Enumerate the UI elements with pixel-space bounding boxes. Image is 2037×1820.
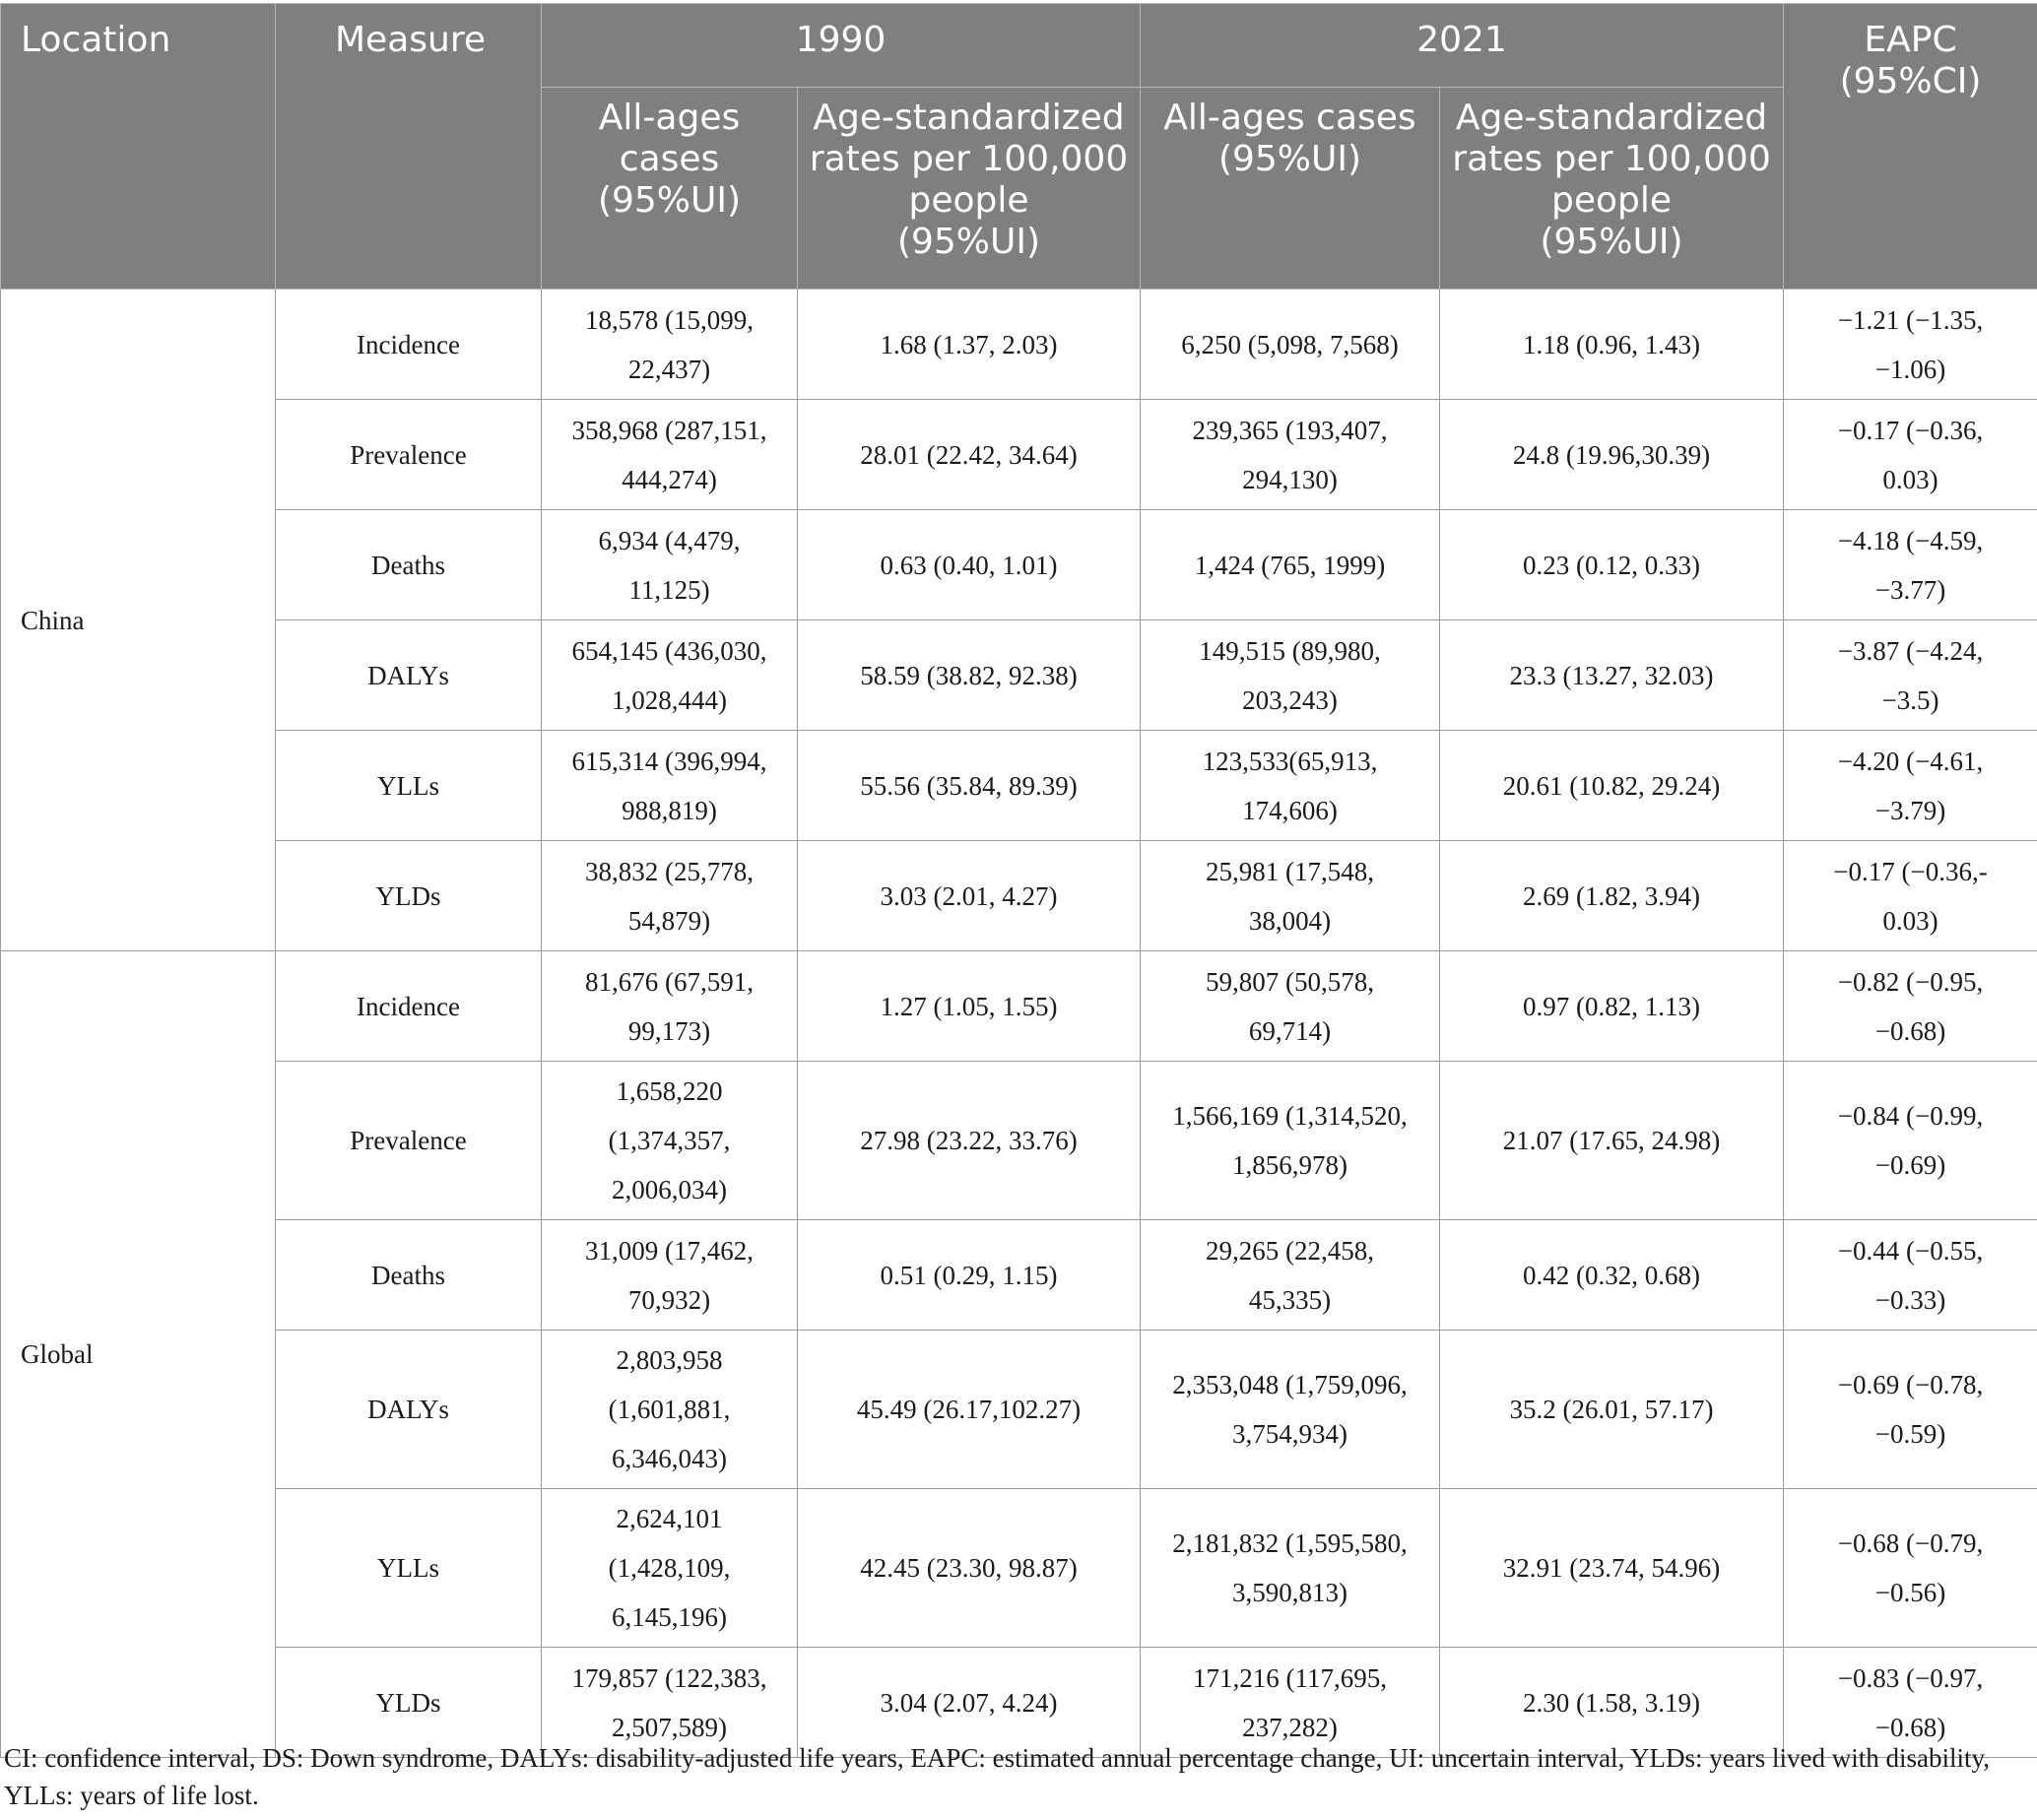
asr-1990-cell bbox=[798, 1331, 1141, 1489]
cell-line: 3.04 (2.07, 4.24) bbox=[880, 1687, 1058, 1718]
cell-line: 59,807 (50,578, bbox=[1206, 966, 1374, 997]
cell-line: 179,857 (122,383, bbox=[571, 1662, 767, 1693]
header-location: Location bbox=[1, 4, 276, 290]
cell-line: 35.2 (26.01, 57.17) bbox=[1509, 1395, 1714, 1424]
cell-line: −3.79) bbox=[1874, 795, 1946, 825]
cell-line: −0.68 (−0.79, bbox=[1837, 1528, 1984, 1558]
cell-line: 28.01 (22.42, 34.64) bbox=[860, 439, 1078, 470]
cell-line: 2,624,101 bbox=[616, 1504, 723, 1533]
cell-line: (1,428,109, bbox=[608, 1553, 731, 1583]
table-row bbox=[1, 1220, 2037, 1331]
cell-line: −0.56) bbox=[1874, 1578, 1946, 1607]
burden-table bbox=[0, 3, 2037, 1758]
table-row bbox=[1, 731, 2037, 841]
cell-line: 6,250 (5,098, 7,568) bbox=[1181, 329, 1399, 359]
measure-cell: YLDs bbox=[276, 841, 542, 951]
header-line: people bbox=[908, 180, 1029, 221]
data-table-container bbox=[0, 3, 2037, 1758]
cell-line: 149,515 (89,980, bbox=[1199, 635, 1381, 666]
header-line: All-ages bbox=[598, 98, 741, 138]
cell-line: 31,009 (17,462, bbox=[585, 1235, 754, 1266]
cell-line: −1.21 (−1.35, bbox=[1837, 304, 1984, 335]
cell-line: 0.63 (0.40, 1.01) bbox=[880, 550, 1058, 580]
all-ages-1990-cell bbox=[542, 620, 798, 731]
header-line: EAPC bbox=[1864, 20, 1957, 60]
header-line: cases bbox=[619, 139, 720, 179]
eapc-cell bbox=[1784, 290, 2037, 400]
table-row bbox=[1, 510, 2037, 620]
header-line: (95%UI) bbox=[896, 222, 1041, 262]
asr-1990-cell bbox=[798, 1062, 1141, 1220]
cell-line: −3.77) bbox=[1874, 574, 1946, 605]
asr-1990-cell bbox=[798, 400, 1141, 510]
all-ages-2021-cell bbox=[1141, 290, 1440, 400]
cell-line: 45.49 (26.17,102.27) bbox=[856, 1395, 1082, 1424]
asr-2021-cell bbox=[1440, 510, 1784, 620]
measure-cell: Incidence bbox=[276, 951, 542, 1062]
measure-cell: DALYs bbox=[276, 1331, 542, 1489]
eapc-cell bbox=[1784, 841, 2037, 951]
table-body bbox=[1, 290, 2037, 1758]
cell-line: 988,819) bbox=[622, 795, 717, 825]
cell-line: −0.69) bbox=[1874, 1150, 1946, 1180]
cell-line: 0.23 (0.12, 0.33) bbox=[1523, 550, 1700, 580]
cell-line: −0.82 (−0.95, bbox=[1837, 966, 1984, 997]
all-ages-1990-cell bbox=[542, 951, 798, 1062]
cell-line: 55.56 (35.84, 89.39) bbox=[860, 770, 1078, 801]
location-cell: China bbox=[1, 290, 276, 951]
cell-line: 21.07 (17.65, 24.98) bbox=[1502, 1126, 1721, 1155]
measure-cell: YLLs bbox=[276, 1489, 542, 1648]
cell-line: 2,181,832 (1,595,580, bbox=[1172, 1528, 1408, 1558]
cell-line: 2,353,048 (1,759,096, bbox=[1172, 1370, 1408, 1399]
table-row bbox=[1, 1331, 2037, 1489]
header-line: (95%UI) bbox=[1540, 222, 1683, 262]
cell-line: 0.42 (0.32, 0.68) bbox=[1523, 1260, 1700, 1290]
cell-line: −4.18 (−4.59, bbox=[1837, 525, 1984, 555]
cell-line: 3.03 (2.01, 4.27) bbox=[880, 880, 1058, 911]
cell-line: 444,274) bbox=[622, 464, 717, 494]
asr-1990-cell bbox=[798, 841, 1141, 951]
measure-cell: Deaths bbox=[276, 510, 542, 620]
cell-line: 1.18 (0.96, 1.43) bbox=[1523, 329, 1700, 359]
cell-line: 2.69 (1.82, 3.94) bbox=[1523, 880, 1700, 911]
header-year-1990: 1990 bbox=[542, 4, 1141, 88]
all-ages-1990-cell bbox=[542, 1220, 798, 1331]
measure-cell: YLDs bbox=[276, 1648, 542, 1758]
measure-cell: DALYs bbox=[276, 620, 542, 731]
all-ages-1990-cell bbox=[542, 1331, 798, 1489]
table-row bbox=[1, 290, 2037, 400]
header-asr-1990 bbox=[798, 88, 1141, 290]
header-eapc bbox=[1784, 4, 2037, 290]
cell-line: 38,004) bbox=[1248, 905, 1332, 936]
cell-line: 0.03) bbox=[1882, 464, 1938, 494]
cell-line: 615,314 (396,994, bbox=[571, 746, 767, 776]
all-ages-2021-cell bbox=[1141, 1489, 1440, 1648]
cell-line: 54,879) bbox=[627, 905, 711, 936]
table-header bbox=[1, 4, 2037, 290]
cell-line: 239,365 (193,407, bbox=[1192, 415, 1388, 445]
asr-1990-cell bbox=[798, 290, 1141, 400]
all-ages-2021-cell bbox=[1141, 841, 1440, 951]
table-footnote: CI: confidence interval, DS: Down syndrome, DALYs: disability-adjusted life years, EAPC: estimated annual percentage change, UI: uncertain interval, YLDs: years lived with disability, YLLs: years of life lost. bbox=[4, 1743, 1991, 1810]
cell-line: 58.59 (38.82, 92.38) bbox=[860, 660, 1078, 690]
cell-line: 6,934 (4,479, bbox=[598, 525, 741, 555]
header-line: (95%CI) bbox=[1839, 61, 1982, 101]
all-ages-2021-cell bbox=[1141, 1331, 1440, 1489]
cell-line: 1,028,444) bbox=[612, 684, 727, 715]
table-row bbox=[1, 1489, 2037, 1648]
asr-1990-cell bbox=[798, 510, 1141, 620]
cell-line: 99,173) bbox=[627, 1015, 711, 1046]
cell-line: 237,282) bbox=[1242, 1712, 1338, 1742]
cell-line: 171,216 (117,695, bbox=[1193, 1662, 1387, 1693]
all-ages-1990-cell bbox=[542, 841, 798, 951]
all-ages-1990-cell bbox=[542, 1062, 798, 1220]
header-line: All-ages cases bbox=[1163, 98, 1416, 138]
cell-line: −0.84 (−0.99, bbox=[1837, 1101, 1984, 1131]
eapc-cell bbox=[1784, 731, 2037, 841]
cell-line: 69,714) bbox=[1248, 1015, 1332, 1046]
eapc-cell bbox=[1784, 1331, 2037, 1489]
cell-line: 27.98 (23.22, 33.76) bbox=[860, 1126, 1078, 1155]
measure-cell: Prevalence bbox=[276, 400, 542, 510]
cell-line: 0.97 (0.82, 1.13) bbox=[1523, 991, 1700, 1021]
cell-line: 2,803,958 bbox=[616, 1345, 723, 1375]
cell-line: −3.87 (−4.24, bbox=[1837, 635, 1984, 666]
header-line: Age-standardized bbox=[1455, 98, 1768, 138]
cell-line: 45,335) bbox=[1248, 1284, 1332, 1315]
all-ages-2021-cell bbox=[1141, 400, 1440, 510]
measure-cell: YLLs bbox=[276, 731, 542, 841]
header-line: rates per 100,000 bbox=[1452, 139, 1771, 179]
cell-line: −0.33) bbox=[1874, 1284, 1946, 1315]
cell-line: 22,437) bbox=[627, 354, 711, 384]
cell-line: 11,125) bbox=[628, 574, 710, 605]
all-ages-1990-cell bbox=[542, 731, 798, 841]
header-line: (95%UI) bbox=[1217, 139, 1362, 179]
cell-line: −0.17 (−0.36,- bbox=[1833, 856, 1988, 886]
asr-2021-cell bbox=[1440, 1220, 1784, 1331]
cell-line: 18,578 (15,099, bbox=[585, 304, 754, 335]
cell-line: 654,145 (436,030, bbox=[571, 635, 767, 666]
table-row bbox=[1, 951, 2037, 1062]
cell-line: 6,346,043) bbox=[612, 1444, 727, 1473]
cell-line: 81,676 (67,591, bbox=[585, 966, 754, 997]
all-ages-1990-cell bbox=[542, 290, 798, 400]
cell-line: 38,832 (25,778, bbox=[585, 856, 754, 886]
asr-1990-cell bbox=[798, 1489, 1141, 1648]
cell-line: 70,932) bbox=[627, 1284, 711, 1315]
cell-line: 1,566,169 (1,314,520, bbox=[1172, 1101, 1408, 1131]
cell-line: 23.3 (13.27, 32.03) bbox=[1509, 660, 1714, 690]
cell-line: 123,533(65,913, bbox=[1202, 746, 1378, 776]
cell-line: 0.51 (0.29, 1.15) bbox=[880, 1260, 1058, 1290]
cell-line: (1,601,881, bbox=[608, 1395, 731, 1424]
cell-line: 203,243) bbox=[1242, 684, 1338, 715]
cell-line: −0.44 (−0.55, bbox=[1837, 1235, 1984, 1266]
cell-line: 6,145,196) bbox=[612, 1602, 727, 1632]
all-ages-1990-cell bbox=[542, 400, 798, 510]
cell-line: −4.20 (−4.61, bbox=[1837, 746, 1984, 776]
asr-2021-cell bbox=[1440, 731, 1784, 841]
cell-line: 1,424 (765, 1999) bbox=[1194, 550, 1386, 580]
cell-line: 2.30 (1.58, 3.19) bbox=[1523, 1687, 1700, 1718]
header-line: people bbox=[1550, 180, 1673, 221]
cell-line: 0.03) bbox=[1882, 905, 1938, 936]
measure-cell: Prevalence bbox=[276, 1062, 542, 1220]
asr-2021-cell bbox=[1440, 841, 1784, 951]
all-ages-2021-cell bbox=[1141, 620, 1440, 731]
cell-line: 1.27 (1.05, 1.55) bbox=[880, 991, 1058, 1021]
all-ages-2021-cell bbox=[1141, 510, 1440, 620]
asr-2021-cell bbox=[1440, 1331, 1784, 1489]
asr-2021-cell bbox=[1440, 400, 1784, 510]
all-ages-1990-cell bbox=[542, 1489, 798, 1648]
asr-2021-cell bbox=[1440, 1062, 1784, 1220]
header-all-ages-2021 bbox=[1141, 88, 1440, 290]
cell-line: 2,507,589) bbox=[612, 1712, 727, 1742]
cell-line: 1.68 (1.37, 2.03) bbox=[880, 329, 1058, 359]
eapc-cell bbox=[1784, 1062, 2037, 1220]
cell-line: 3,754,934) bbox=[1232, 1419, 1347, 1449]
cell-line: 294,130) bbox=[1242, 464, 1338, 494]
cell-line: 32.91 (23.74, 54.96) bbox=[1502, 1553, 1721, 1583]
cell-line: −0.68) bbox=[1874, 1015, 1946, 1046]
cell-line: 174,606) bbox=[1242, 795, 1338, 825]
asr-1990-cell bbox=[798, 620, 1141, 731]
cell-line: 25,981 (17,548, bbox=[1206, 856, 1374, 886]
all-ages-2021-cell bbox=[1141, 1220, 1440, 1331]
measure-cell: Incidence bbox=[276, 290, 542, 400]
asr-1990-cell bbox=[798, 951, 1141, 1062]
eapc-cell bbox=[1784, 951, 2037, 1062]
cell-line: −1.06) bbox=[1874, 354, 1946, 384]
cell-line: −0.69 (−0.78, bbox=[1837, 1370, 1984, 1399]
header-line: (95%UI) bbox=[597, 180, 742, 221]
all-ages-2021-cell bbox=[1141, 951, 1440, 1062]
table-row bbox=[1, 841, 2037, 951]
cell-line: 24.8 (19.96,30.39) bbox=[1512, 439, 1711, 470]
cell-line: −3.5) bbox=[1881, 684, 1939, 715]
header-year-2021: 2021 bbox=[1141, 4, 1784, 88]
cell-line: −0.17 (−0.36, bbox=[1837, 415, 1984, 445]
asr-2021-cell bbox=[1440, 1489, 1784, 1648]
asr-1990-cell bbox=[798, 1220, 1141, 1331]
asr-2021-cell bbox=[1440, 951, 1784, 1062]
eapc-cell bbox=[1784, 620, 2037, 731]
all-ages-2021-cell bbox=[1141, 1062, 1440, 1220]
eapc-cell bbox=[1784, 1220, 2037, 1331]
cell-line: 1,856,978) bbox=[1232, 1150, 1347, 1180]
cell-line: 3,590,813) bbox=[1232, 1578, 1347, 1607]
asr-1990-cell bbox=[798, 731, 1141, 841]
cell-line: 20.61 (10.82, 29.24) bbox=[1502, 770, 1721, 801]
cell-line: −0.59) bbox=[1874, 1419, 1946, 1449]
location-cell: Global bbox=[1, 951, 276, 1758]
cell-line: 1,658,220 bbox=[616, 1076, 723, 1106]
header-line: Age-standardized bbox=[813, 98, 1125, 138]
cell-line: 358,968 (287,151, bbox=[571, 415, 767, 445]
table-row bbox=[1, 1062, 2037, 1220]
all-ages-1990-cell bbox=[542, 510, 798, 620]
asr-2021-cell bbox=[1440, 620, 1784, 731]
header-asr-2021 bbox=[1440, 88, 1784, 290]
cell-line: 2,006,034) bbox=[612, 1175, 727, 1204]
cell-line: −0.68) bbox=[1874, 1712, 1946, 1742]
header-all-ages-1990 bbox=[542, 88, 798, 290]
cell-line: −0.83 (−0.97, bbox=[1837, 1662, 1984, 1693]
eapc-cell bbox=[1784, 510, 2037, 620]
table-row bbox=[1, 400, 2037, 510]
eapc-cell bbox=[1784, 1489, 2037, 1648]
eapc-cell bbox=[1784, 400, 2037, 510]
table-row bbox=[1, 620, 2037, 731]
cell-line: (1,374,357, bbox=[608, 1126, 731, 1155]
cell-line: 29,265 (22,458, bbox=[1206, 1235, 1374, 1266]
cell-line: 42.45 (23.30, 98.87) bbox=[860, 1553, 1078, 1583]
header-line: rates per 100,000 bbox=[809, 139, 1129, 179]
header-measure: Measure bbox=[276, 4, 542, 290]
asr-2021-cell bbox=[1440, 290, 1784, 400]
measure-cell: Deaths bbox=[276, 1220, 542, 1331]
all-ages-2021-cell bbox=[1141, 731, 1440, 841]
